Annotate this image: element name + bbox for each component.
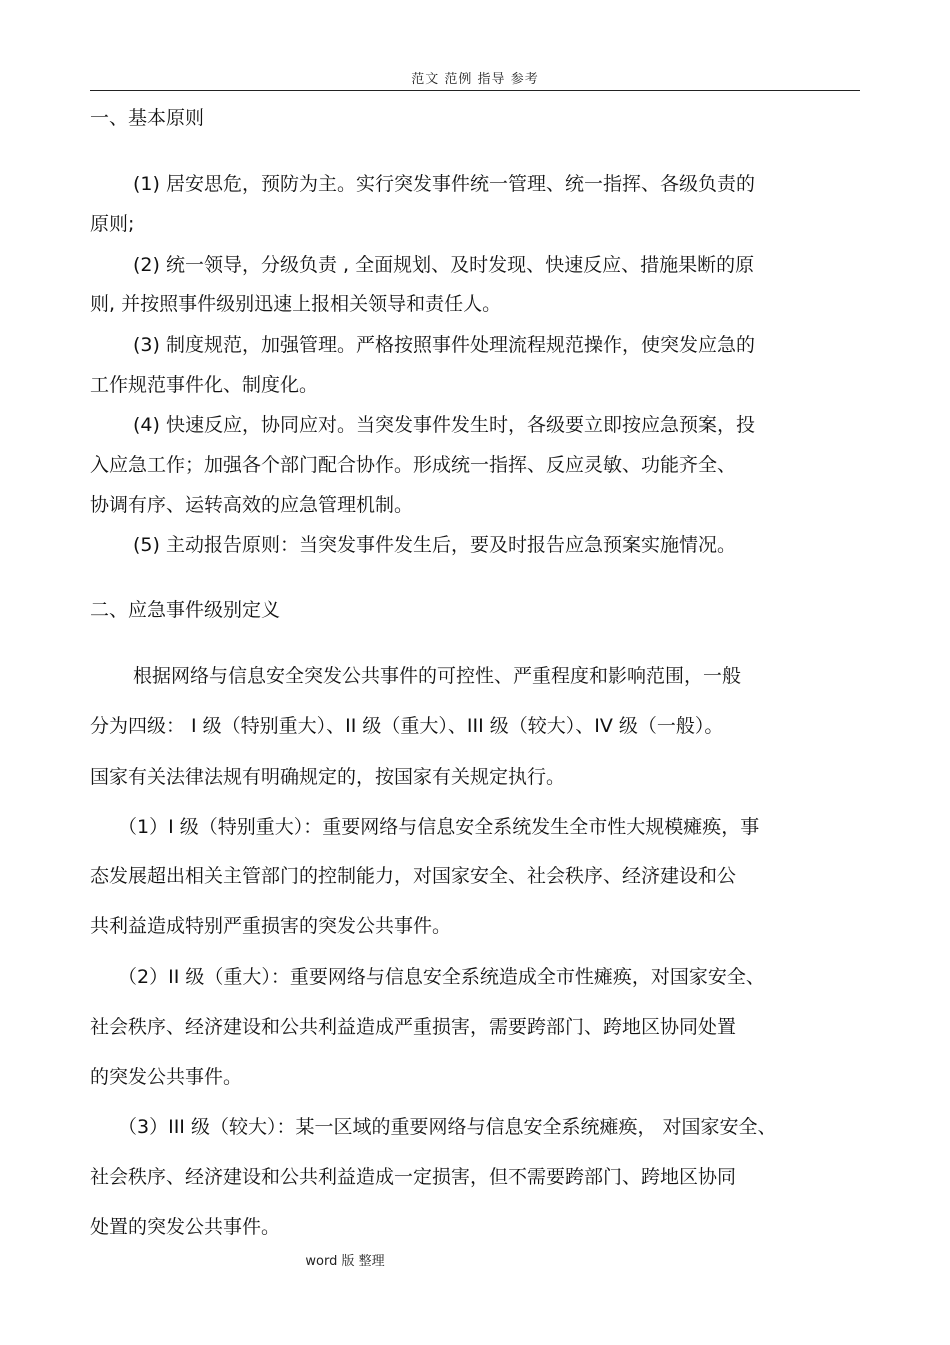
paragraph-line: 共利益造成特别严重损害的突发公共事件。 [90, 915, 452, 937]
paragraph-line: 社会秩序、经济建设和公共利益造成严重损害，需要跨部门、跨地区协同处置 [90, 1016, 737, 1038]
paragraph-line: 分为四级： I 级（特别重大）、II 级（重大）、III 级（较大）、IV 级（一般）。 [90, 715, 724, 737]
section-title-event-levels: 二、应急事件级别定义 [90, 599, 281, 621]
paragraph-line: 根据网络与信息安全突发公共事件的可控性、严重程度和影响范围，一般 [133, 665, 742, 687]
page-header: 范文 范例 指导 参考 [411, 72, 539, 87]
header-divider [90, 90, 860, 91]
paragraph-line: 社会秩序、经济建设和公共利益造成一定损害，但不需要跨部门、跨地区协同 [90, 1166, 737, 1188]
paragraph-line: 协调有序、运转高效的应急管理机制。 [90, 494, 414, 516]
paragraph-line: 处置的突发公共事件。 [90, 1216, 281, 1238]
paragraph-line: （3）III 级（较大）：某一区域的重要网络与信息安全系统瘫痪， 对国家安全、 [118, 1116, 777, 1138]
paragraph-line: (2) 统一领导，分级负责 , 全面规划、及时发现、快速反应、措施果断的原 [133, 254, 755, 276]
section-title-basic-principles: 一、基本原则 [90, 107, 205, 129]
paragraph-line: 态发展超出相关主管部门的控制能力，对国家安全、社会秩序、经济建设和公 [90, 865, 737, 887]
paragraph-line: (3) 制度规范，加强管理。严格按照事件处理流程规范操作，使突发应急的 [133, 334, 755, 356]
paragraph-line: 国家有关法律法规有明确规定的，按国家有关规定执行。 [90, 766, 566, 788]
paragraph-line: 原则; [90, 213, 135, 235]
page-footer: word 版 整理 [305, 1254, 385, 1269]
paragraph-line: 则, 并按照事件级别迅速上报相关领导和责任人。 [90, 293, 502, 315]
paragraph-line: 入应急工作；加强各个部门配合协作。形成统一指挥、反应灵敏、功能齐全、 [90, 454, 737, 476]
paragraph-line: （2）II 级（重大）：重要网络与信息安全系统造成全市性瘫痪，对国家安全、 [118, 966, 765, 988]
paragraph-line: （1）I 级（特别重大）：重要网络与信息安全系统发生全市性大规模瘫痪，事 [118, 816, 760, 838]
paragraph-line: (4) 快速反应，协同应对。当突发事件发生时，各级要立即按应急预案，投 [133, 414, 755, 436]
paragraph-line: 工作规范事件化、制度化。 [90, 374, 319, 396]
paragraph-line: (1) 居安思危，预防为主。实行突发事件统一管理、统一指挥、各级负责的 [133, 173, 755, 195]
paragraph-line: 的突发公共事件。 [90, 1066, 243, 1088]
paragraph-line: (5) 主动报告原则：当突发事件发生后，要及时报告应急预案实施情况。 [133, 534, 736, 556]
